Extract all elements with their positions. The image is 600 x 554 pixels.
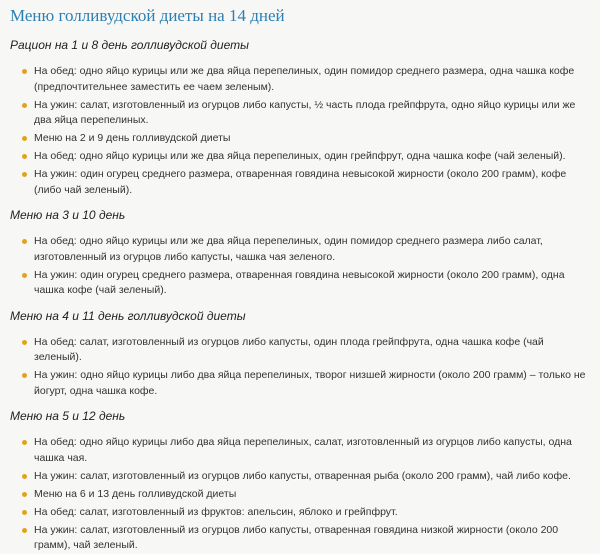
list-item: На обед: одно яйцо курицы либо два яйца перепелиных, салат, изготовленный из огурцов либо капусты, одна чашка чая. xyxy=(22,435,592,466)
section-day-1-8 xyxy=(10,38,592,198)
section-heading: Меню на 3 и 10 день xyxy=(10,208,126,222)
bullet-list xyxy=(10,335,592,400)
list-item: На обед: одно яйцо курицы или же два яйца перепелиных, один помидор среднего размера либо салат, изготовленный из огурцов либо капусты, чашка чая зеленого. xyxy=(22,234,592,265)
section-heading: Меню на 4 и 11 день голливудской диеты xyxy=(10,308,246,323)
list-item: На ужин: одно яйцо курицы либо два яйца перепелиных, творог низшей жирности (около 200 грамм) – только не йогурт, одна чашка кофе. xyxy=(22,368,592,399)
list-item: Меню на 6 и 13 день голливудской диеты xyxy=(22,487,592,503)
list-item: На обед: салат, изготовленный из огурцов либо капусты, один плода грейпфрута, одна чашка кофе (чай зеленый). xyxy=(22,335,592,366)
list-item: На обед: одно яйцо курицы или же два яйца перепелиных, один помидор среднего размера, одна чашка кофе (предпочтительнее заместить ее чаем зеленым). xyxy=(22,64,592,95)
section-day-3-10 xyxy=(10,208,592,299)
list-item: На ужин: один огурец среднего размера, отваренная говядина невысокой жирности (около 200 грамм), кофе (либо чай зеленый). xyxy=(22,167,592,198)
section-heading: Меню на 5 и 12 день xyxy=(10,409,126,423)
section-day-5-12 xyxy=(10,409,592,554)
list-item: Меню на 2 и 9 день голливудской диеты xyxy=(22,131,592,147)
list-item: На ужин: салат, изготовленный из огурцов либо капусты, отваренная говядина низкой жирности (около 200 грамм), чай зеленый. xyxy=(22,523,592,554)
page-title: Меню голливудской диеты на 14 дней xyxy=(10,6,285,25)
section-day-4-11 xyxy=(10,309,592,400)
list-item: На обед: одно яйцо курицы или же два яйца перепелиных, один грейпфрут, одна чашка кофе (чай зеленый). xyxy=(22,149,592,165)
list-item: На ужин: один огурец среднего размера, отваренная говядина невысокой жирности (около 200 грамм), одна чашка кофе (чай зеленый). xyxy=(22,268,592,299)
bullet-list xyxy=(10,234,592,299)
section-heading: Рацион на 1 и 8 день голливудской диеты xyxy=(10,38,249,52)
bullet-list xyxy=(10,64,592,198)
bullet-list xyxy=(10,435,592,554)
list-item: На обед: салат, изготовленный из фруктов: апельсин, яблоко и грейпфрут. xyxy=(22,505,592,521)
list-item: На ужин: салат, изготовленный из огурцов либо капусты, отваренная рыба (около 200 грамм), чай либо кофе. xyxy=(22,469,592,485)
list-item: На ужин: салат, изготовленный из огурцов либо капусты, ½ часть плода грейпфрута, одно яйцо курицы или же два яйца перепелиных. xyxy=(22,98,592,129)
